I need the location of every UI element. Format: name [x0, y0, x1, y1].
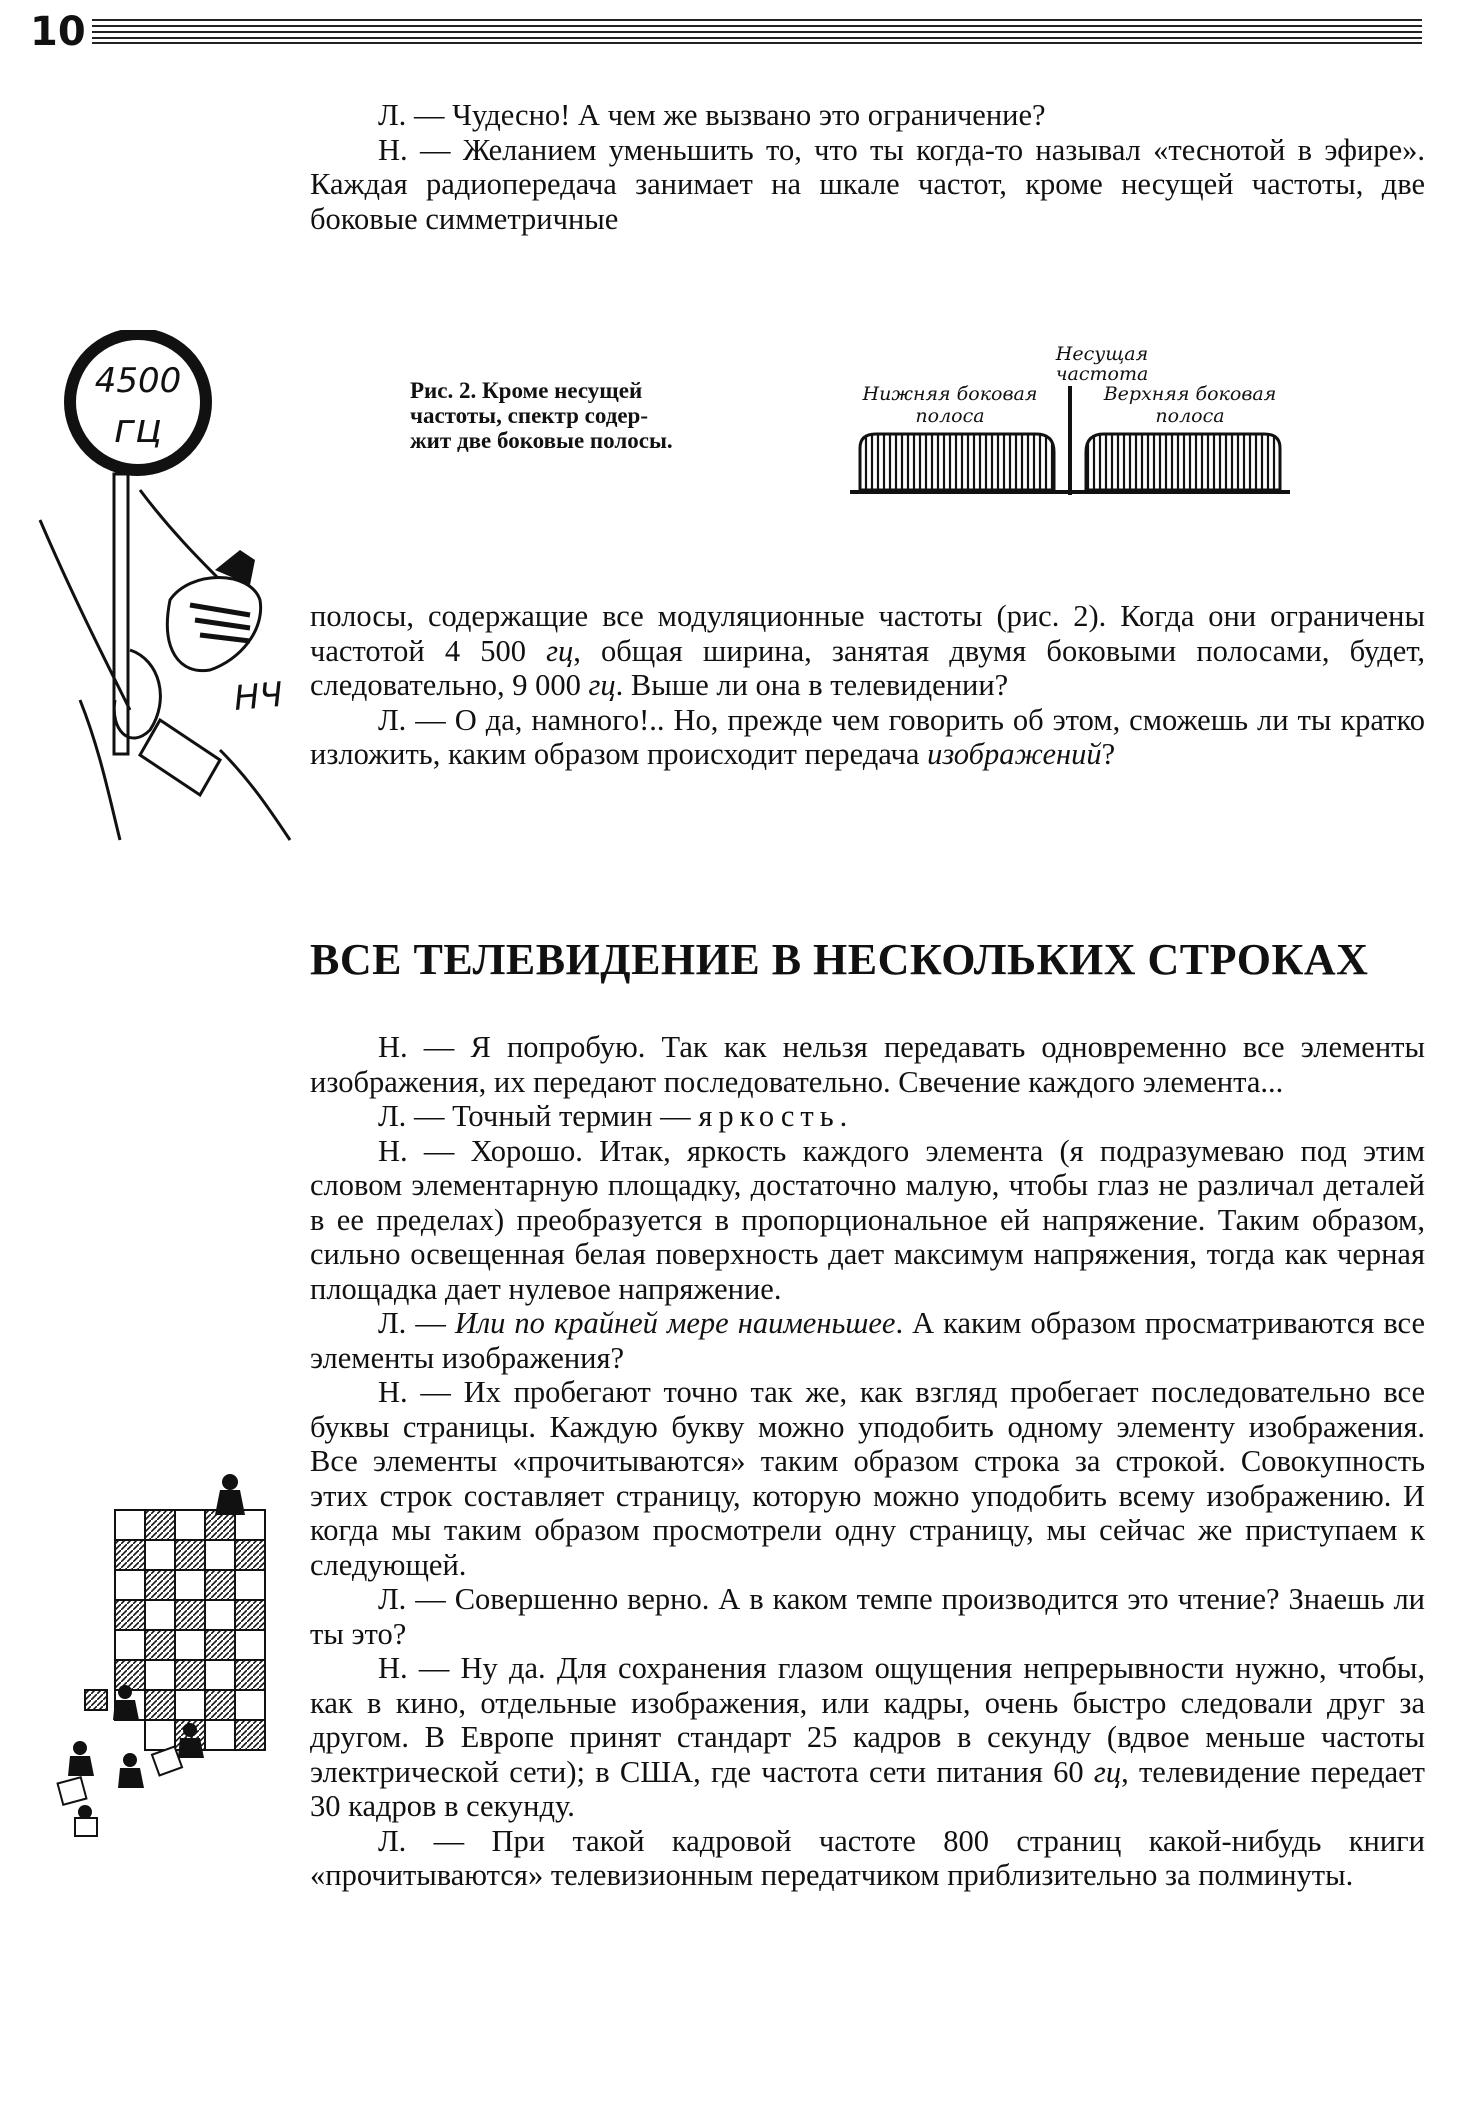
grid-cell [115, 1660, 145, 1690]
figure-caption [410, 378, 790, 453]
speaker: Л. [378, 1582, 407, 1616]
lower-sideband [860, 434, 1054, 490]
grid-cell [235, 1660, 265, 1690]
speaker: Л. [378, 702, 407, 737]
grid-cell [235, 1570, 265, 1600]
grid-cell [145, 1660, 175, 1690]
sign-line1: 4500 [94, 361, 182, 401]
text-run: . Выше ли она в телевидении? [615, 668, 1009, 702]
grid-cell [145, 1570, 175, 1600]
unit: гц [546, 633, 574, 668]
grid-cell [205, 1600, 235, 1630]
grid-cell [205, 1720, 235, 1750]
text-run: полосы, содержащие все модуляционные частоты (рис. 2). Когда они ограничены частотой 4 500 [310, 599, 1425, 668]
grid-cell [235, 1630, 265, 1660]
emphasis: Или по крайней мере наименьшее [454, 1306, 896, 1340]
speaker: Л. [378, 1306, 407, 1340]
dialogue-line: Л. — О да, намного!.. Но, прежде чем говорить об этом, сможешь ли ты кратко изложить, каким образом происходит передача изображений? [310, 702, 1425, 771]
grid-cell [145, 1600, 175, 1630]
text-run: О да, намного!.. Но, прежде чем говорить об этом, сможешь ли ты кратко изложить, каким образом происходит передача [310, 702, 1425, 771]
grid-cell [145, 1690, 175, 1720]
spaced-term: яркость [698, 1099, 840, 1133]
dialogue-line: Н. — Хорошо. Итак, яркость каждого элемента (я подразумеваю под этим словом элементарную площадку, достаточно малую, чтобы глаз не различал деталей в ее пределах) преобразуется в пропорциональное ей напряжение. Таким образом, сильно освещенная белая поверхность дает максимум напряжения, тогда как черная площадка дает нулевое напряжение. [310, 1133, 1426, 1306]
grid-cell [145, 1510, 175, 1540]
text-run: Хорошо. Итак, яркость каждого элемента (я подразумеваю под этим словом элементарную площадку, достаточно малую, чтобы глаз не различал деталей в ее пределах) преобразуется в пропорциональное ей напряжение. Таким образом, сильно освещенная белая поверхность дает максимум напряжения, тогда как черная площадка дает нулевое напряжение. [310, 1133, 1426, 1306]
grid-cell [235, 1600, 265, 1630]
grid-cell [205, 1660, 235, 1690]
dialogue-line: Л. — При такой кадровой частоте 800 страниц какой-нибудь книги «прочитываются» телевизионным передатчиком приблизительно за полминуты. [310, 1823, 1425, 1892]
line-text: Чудесно! А чем же вызвано это ограничение? [452, 98, 1046, 132]
dialogue-line: Л. — Совершенно верно. А в каком темпе производится это чтение? Знаешь ли ты это? [310, 1582, 1425, 1651]
middle-text [310, 599, 1425, 772]
text-run: Я попробую. Так как нельзя передавать одновременно все элементы изображения, их передают последовательно. Свечение каждого элемента... [310, 1030, 1425, 1099]
page-number: 10 [30, 9, 86, 55]
grid-cell [115, 1510, 145, 1540]
grid-cell [175, 1540, 205, 1570]
grid-cell [115, 1630, 145, 1660]
text-run: . [839, 1099, 848, 1133]
upper-sideband [1086, 434, 1280, 490]
text-run: При такой кадровой частоте 800 страниц какой-нибудь книги «прочитываются» телевизионным передатчиком приблизительно за полминуты. [310, 1823, 1425, 1892]
section-heading: ВСЕ ТЕЛЕВИДЕНИЕ В НЕСКОЛЬКИХ СТРОКАХ [310, 935, 1369, 984]
grid-cell [115, 1540, 145, 1570]
unit: гц [588, 668, 616, 702]
grid-cell [145, 1720, 175, 1750]
grid-cell [175, 1630, 205, 1660]
text-run: , общая ширина, занятая двумя боковыми полосами, будет, следовательно, 9 000 [310, 633, 1425, 702]
caption-line: жит две боковые полосы. [410, 428, 673, 453]
text-run: Ну да. Для сохранения глазом ощущения непрерывности нужно, чтобы, как в кино, отдельные изображения, или кадры, очень быстро следовали друг за другом. В Европе принят стандарт 25 кадров в секунду (вдвое меньше частоты электрической сети); в США, где частота сети питания 60 [310, 1651, 1426, 1789]
carrier-label-2: частота [1055, 363, 1149, 385]
dialogue-line: Н. — Ну да. Для сохранения глазом ощущения непрерывности нужно, чтобы, как в кино, отдельные изображения, или кадры, очень быстро следовали друг за другом. В Европе принят стандарт 25 кадров в секунду (вдвое меньше частоты электрической сети); в США, где частота сети питания 60 гц, телевидение передает 30 кадров в секунду. [310, 1651, 1426, 1823]
grid-cell [115, 1570, 145, 1600]
grid-cell [175, 1660, 205, 1690]
grid-cell [205, 1570, 235, 1600]
text-run: Совершенно верно. А в каком темпе производится это чтение? Знаешь ли ты это? [310, 1582, 1425, 1651]
grid-cell [175, 1690, 205, 1720]
speaker: Н. [378, 1133, 408, 1168]
grid-cell [205, 1540, 235, 1570]
dialogue-line: Л. — Или по крайней мере наименьшее. А каким образом просматриваются все элементы изображения? [310, 1306, 1425, 1375]
line-text: Желанием уменьшить то, что ты когда-то называл «теснотой в эфире». Каждая радиопередача занимает на шкале частот, кроме несущей частоты, две боковые симметричные [310, 132, 1425, 236]
paragraph [310, 599, 1425, 703]
grid-illustration [55, 1460, 295, 1840]
grid-cell [175, 1510, 205, 1540]
grid-cell [235, 1690, 265, 1720]
spectrum-diagram [840, 340, 1310, 510]
speaker: Н. [378, 1030, 408, 1064]
unit: гц [1093, 1754, 1122, 1789]
sign-line2: гц [113, 406, 163, 452]
top-dialogue [310, 98, 1425, 236]
text-run: , телевидение передает 30 кадров в секунду. [310, 1754, 1425, 1823]
caption-line: Рис. 2. Кроме несущей [410, 378, 643, 403]
grid-cell [235, 1540, 265, 1570]
lower-band-label-1: Нижняя боковая [862, 383, 1038, 405]
caption-line: частоты, спектр содер- [410, 403, 649, 428]
emphasis: изображений [927, 737, 1102, 771]
text-run: Их пробегают точно так же, как взгляд пробегает последовательно все буквы страницы. Каждую букву можно уподобить одному элементу изображения. Все элементы «прочитываются» таким образом строка за строкой. Совокупность этих строк составляет страницу, которую можно уподобить всему изображению. И когда мы таким образом просмотрели одну страницу, мы сейчас же приступаем к следующей. [310, 1375, 1425, 1582]
upper-band-label-2: полоса [1155, 405, 1225, 427]
grid-cell [145, 1540, 175, 1570]
grid-cell [205, 1630, 235, 1660]
dialogue-line: Л. — Чудесно! А чем же вызвано это ограничение? [378, 98, 1046, 132]
grid-cell [145, 1630, 175, 1660]
speaker: Л. [378, 98, 407, 132]
dialogue-line: Н. — Их пробегают точно так же, как взгляд пробегает последовательно все буквы страницы. Каждую букву можно уподобить одному элементу изображения. Все элементы «прочитываются» таким образом строка за строкой. Совокупность этих строк составляет страницу, которую можно уподобить всему изображению. И когда мы таким образом просмотрели одну страницу, мы сейчас же приступаем к следующей. [310, 1375, 1425, 1582]
upper-band-label-1: Верхняя боковая [1103, 383, 1277, 405]
figure-paper [140, 720, 220, 795]
grid-cell [175, 1570, 205, 1600]
dialogue-line: Л. — Точный термин — яркость. [378, 1099, 848, 1133]
grid-cell [235, 1720, 265, 1750]
grid-cell [175, 1600, 205, 1630]
dialogue-line: Н. — Я попробую. Так как нельзя передавать одновременно все элементы изображения, их передают последовательно. Свечение каждого элемента... [310, 1030, 1425, 1099]
lf-label: НЧ [232, 674, 285, 719]
lower-band-label-2: полоса [915, 405, 985, 427]
text-run: ? [1101, 737, 1116, 771]
text-run: . А каким образом просматриваются все элементы изображения? [310, 1306, 1425, 1375]
speaker: Н. [378, 1651, 408, 1685]
text-run: Точный термин — [452, 1099, 699, 1133]
grid-cell [205, 1690, 235, 1720]
speaker: Л. [378, 1099, 407, 1133]
header-rule [92, 18, 1422, 44]
sign-post [114, 474, 128, 754]
speaker: Н. [378, 1375, 408, 1409]
speaker: Л. [378, 1823, 407, 1858]
grid-cell [115, 1600, 145, 1630]
signpost-illustration [20, 330, 320, 850]
dialogue-line: Н. — Желанием уменьшить то, что ты когда-то называл «теснотой в эфире». Каждая радиопередача занимает на шкале частот, кроме несущей частоты, две боковые симметричные [310, 132, 1425, 236]
body-text [310, 1030, 1425, 1893]
speaker: Н. [378, 132, 408, 167]
carrier-label-1: Несущая [1055, 343, 1149, 365]
